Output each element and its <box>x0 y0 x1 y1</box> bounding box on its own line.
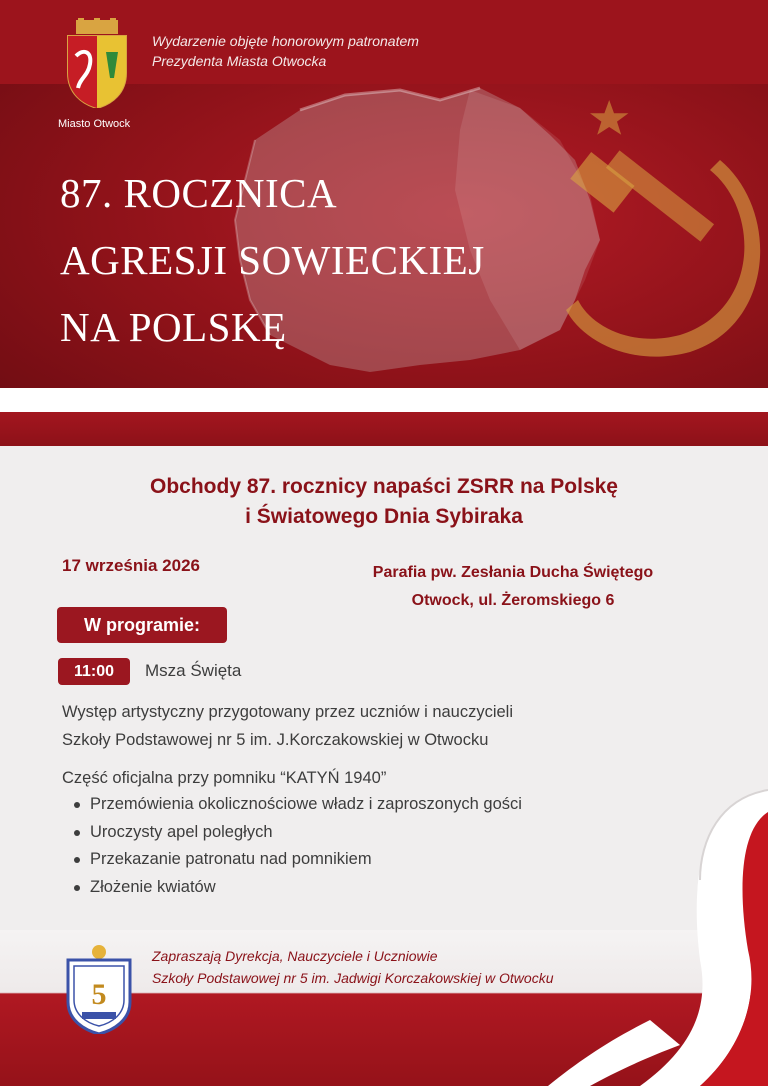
event-date: 17 września 2026 <box>62 556 200 575</box>
list-item-text: Złożenie kwiatów <box>90 877 216 896</box>
performance-line-2: Szkoły Podstawowej nr 5 im. J.Korczakowskiej w Otwocku <box>62 731 489 749</box>
place-line-2: Otwock, ul. Żeromskiego 6 <box>411 592 615 609</box>
school-number: 5 <box>91 978 107 1011</box>
title-line-3: NA POLSKĘ <box>60 304 287 350</box>
invite-line-2: Szkoły Podstawowej nr 5 im. Jadwigi Korczakowskiej w Otwocku <box>152 970 554 986</box>
school-5-emblem-icon <box>62 942 136 1034</box>
mass-time-badge: 11:00 <box>58 658 130 685</box>
list-item-text: Uroczysty apel poległych <box>90 822 273 841</box>
invite-line-1: Zapraszają Dyrekcja, Nauczyciele i Uczniowie <box>152 948 438 964</box>
title-line-1: 87. ROCZNICA <box>60 170 338 216</box>
mass-label: Msza Święta <box>145 661 242 680</box>
title-line-2: AGRESJI SOWIECKIEJ <box>60 237 485 283</box>
place-line-1: Parafia pw. Zesłania Ducha Świętego <box>372 564 654 581</box>
performance-line-1: Występ artystyczny przygotowany przez uczniów i nauczycieli <box>62 703 514 721</box>
city-label: Miasto Otwock <box>58 118 131 130</box>
program-heading-badge: W programie: <box>57 607 227 643</box>
subtitle-line-1: Obchody 87. rocznicy napaści ZSRR na Polskę <box>150 475 618 498</box>
patronage-line-1: Wydarzenie objęte honorowym patronatem <box>152 33 419 49</box>
list-item-text: Przekazanie patronatu nad pomnikiem <box>90 850 372 868</box>
official-part-heading: Część oficjalna przy pomniku “KATYŃ 1940” <box>62 769 387 787</box>
footer-invitation <box>152 945 553 989</box>
subtitle-line-2: i Światowego Dnia Sybiraka <box>245 505 523 528</box>
list-item-text: Przemówienia okolicznościowe władz i zaproszonych gości <box>90 795 522 813</box>
patronage-line-2: Prezydenta Miasta Otwocka <box>152 53 327 69</box>
